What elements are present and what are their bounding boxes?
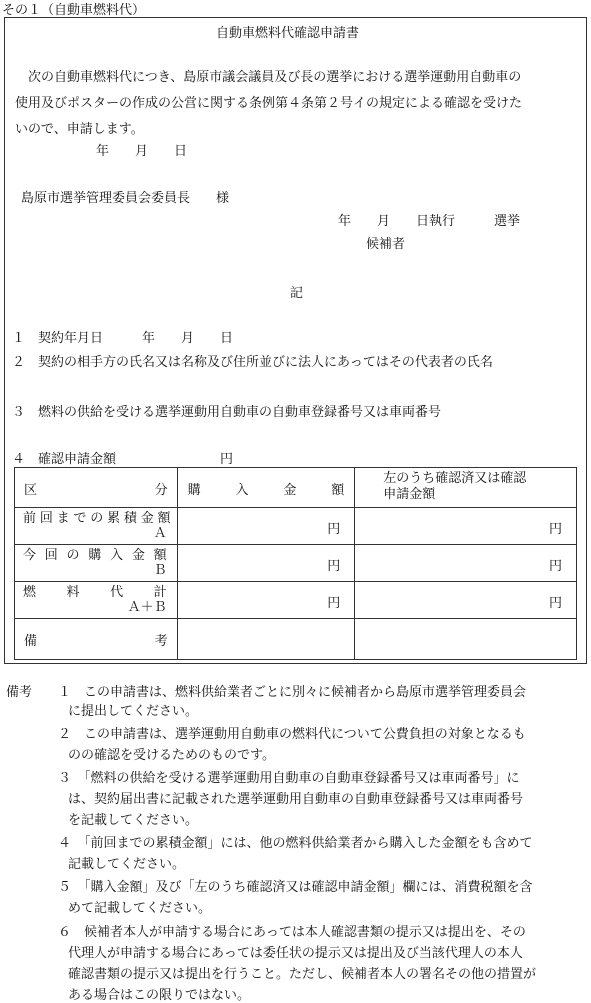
header-char: 購 (187, 483, 201, 498)
label-char: 額 (153, 548, 167, 563)
label-char: 代 (110, 585, 124, 600)
label-char: 金 (140, 511, 154, 526)
intro-line-2: 使用及びポスターの作成の公営に関する条例第４条第２号イの規定による確認を受けた (15, 96, 523, 111)
note-5-line-2: めて記載してください。 (68, 901, 212, 916)
label-char: で (73, 511, 87, 526)
note-5-line-1: ５ 「購入金額」及び「左のうち確認済又は確認申請金額」欄には、消費税額を含 (58, 880, 533, 895)
header-char: 額 (331, 483, 345, 498)
confirmed-amount-total[interactable] (355, 582, 577, 619)
yen-unit: 円 (548, 596, 562, 611)
header-confirmed-line1: 左のうち確認済又は確認 (383, 471, 527, 486)
header-purchase-amount (177, 468, 355, 508)
remarks-right-char: 考 (154, 634, 168, 649)
yen-unit: 円 (548, 559, 562, 574)
header-category-right: 分 (154, 483, 168, 498)
yen-unit: 円 (548, 522, 562, 537)
note-4-line-1: ４ 「前回までの累積金額」には、他の燃料供給業者から購入した金額をも含めて (58, 836, 533, 851)
header-confirmed-amount (355, 468, 577, 508)
yen-unit: 円 (327, 559, 341, 574)
row-sub-label: Ａ＋Ｂ (127, 600, 167, 615)
note-4-line-2: 記載してください。 (68, 857, 186, 872)
intro-line-3: いので、申請します。 (15, 122, 144, 137)
header-char: 入 (235, 483, 249, 498)
note-6-line-4: ある場合はこの限りではない。 (68, 988, 251, 1003)
label-char: 累 (107, 511, 121, 526)
header-char: 金 (283, 483, 297, 498)
label-char: 購 (88, 548, 102, 563)
label-char: 金 (131, 548, 145, 563)
note-6-line-2: 代理人が申請する場合にあっては委任状の提示又は提出及び当該代理人の本人 (68, 946, 523, 961)
ki-heading: 記 (290, 286, 304, 301)
note-3-line-3: を記載してください。 (68, 813, 199, 828)
confirmed-amount-current[interactable] (355, 545, 577, 582)
addressee: 島原市選挙管理委員会委員長 様 (21, 191, 230, 206)
label-char: 前 (23, 511, 37, 526)
label-char: 計 (153, 585, 167, 600)
yen-unit: 円 (327, 596, 341, 611)
label-char: 積 (123, 511, 137, 526)
note-6-line-3: 確認書類の提示又は提出を行うこと。ただし、候補者本人の署名その他の措置が (68, 967, 537, 982)
header-category-left: 区 (24, 483, 38, 498)
row-label-cumulative (15, 508, 178, 545)
note-1-line-2: に提出してください。 (68, 704, 199, 719)
form-number-label: その１（自動車燃料代） (2, 3, 146, 18)
label-char: 回 (44, 548, 58, 563)
notes-label: 備考 (6, 685, 33, 700)
candidate-label: 候補者 (366, 237, 406, 252)
label-char: 額 (157, 511, 171, 526)
note-1-line-1: １ この申請書は、燃料供給業者ごとに別々に候補者から島原市選挙管理委員会 (58, 685, 527, 700)
label-char: ま (56, 511, 70, 526)
note-3-line-1: ３ 「燃料の供給を受ける選挙運動用自動車の自動車登録番号又は車両番号」に (58, 771, 520, 786)
amount-table (14, 467, 577, 660)
row-label-remarks (15, 619, 178, 660)
row-sub-label: Ａ (153, 526, 167, 541)
application-date: 年 月 日 (96, 144, 188, 159)
note-6-line-1: ６ 候補者本人が申請する場合にあっては本人確認書類の提示又は提出を、その (58, 925, 526, 940)
item-contract-date: １ 契約年月日 年 月 日 (12, 331, 234, 346)
label-char: 入 (110, 548, 124, 563)
label-char: 燃 (23, 585, 37, 600)
intro-line-1: 次の自動車燃料代につき、島原市議会議員及び長の選挙における選挙運動用自動車の (28, 70, 522, 85)
confirmed-amount-cumulative[interactable] (355, 508, 577, 545)
item-requested-amount: ４ 確認申請金額 円 (12, 452, 234, 467)
label-char: 今 (23, 548, 37, 563)
label-char: の (90, 511, 104, 526)
purchase-amount-cumulative[interactable] (177, 508, 355, 545)
remarks-purchase-cell[interactable] (177, 619, 355, 660)
item-contract-party: ２ 契約の相手方の氏名又は名称及び住所並びに法人にあってはその代表者の氏名 (12, 355, 493, 370)
header-category (15, 468, 178, 508)
remarks-left-char: 備 (24, 634, 38, 649)
label-char: 料 (66, 585, 80, 600)
purchase-amount-current[interactable] (177, 545, 355, 582)
note-2-line-1: ２ この申請書は、選挙運動用自動車の燃料代について公費負担の対象となるも (58, 727, 526, 742)
label-char: 回 (39, 511, 53, 526)
form-title: 自動車燃料代確認申請書 (216, 26, 360, 41)
note-2-line-2: のの確認を受けるためのものです。 (68, 748, 275, 763)
row-label-total (15, 582, 178, 619)
purchase-amount-total[interactable] (177, 582, 355, 619)
election-line: 年 月 日執行 選挙 (338, 214, 521, 229)
label-char: の (66, 548, 80, 563)
row-label-current (15, 545, 178, 582)
row-sub-label: Ｂ (153, 563, 167, 578)
remarks-confirmed-cell[interactable] (355, 619, 577, 660)
header-confirmed-line2: 申請金額 (383, 487, 436, 502)
yen-unit: 円 (327, 522, 341, 537)
note-3-line-2: は、契約届出書に記載された選挙運動用自動車の自動車登録番号又は車両番号 (68, 792, 524, 807)
item-vehicle-number: ３ 燃料の供給を受ける選挙運動用自動車の自動車登録番号又は車両番号 (12, 405, 442, 420)
